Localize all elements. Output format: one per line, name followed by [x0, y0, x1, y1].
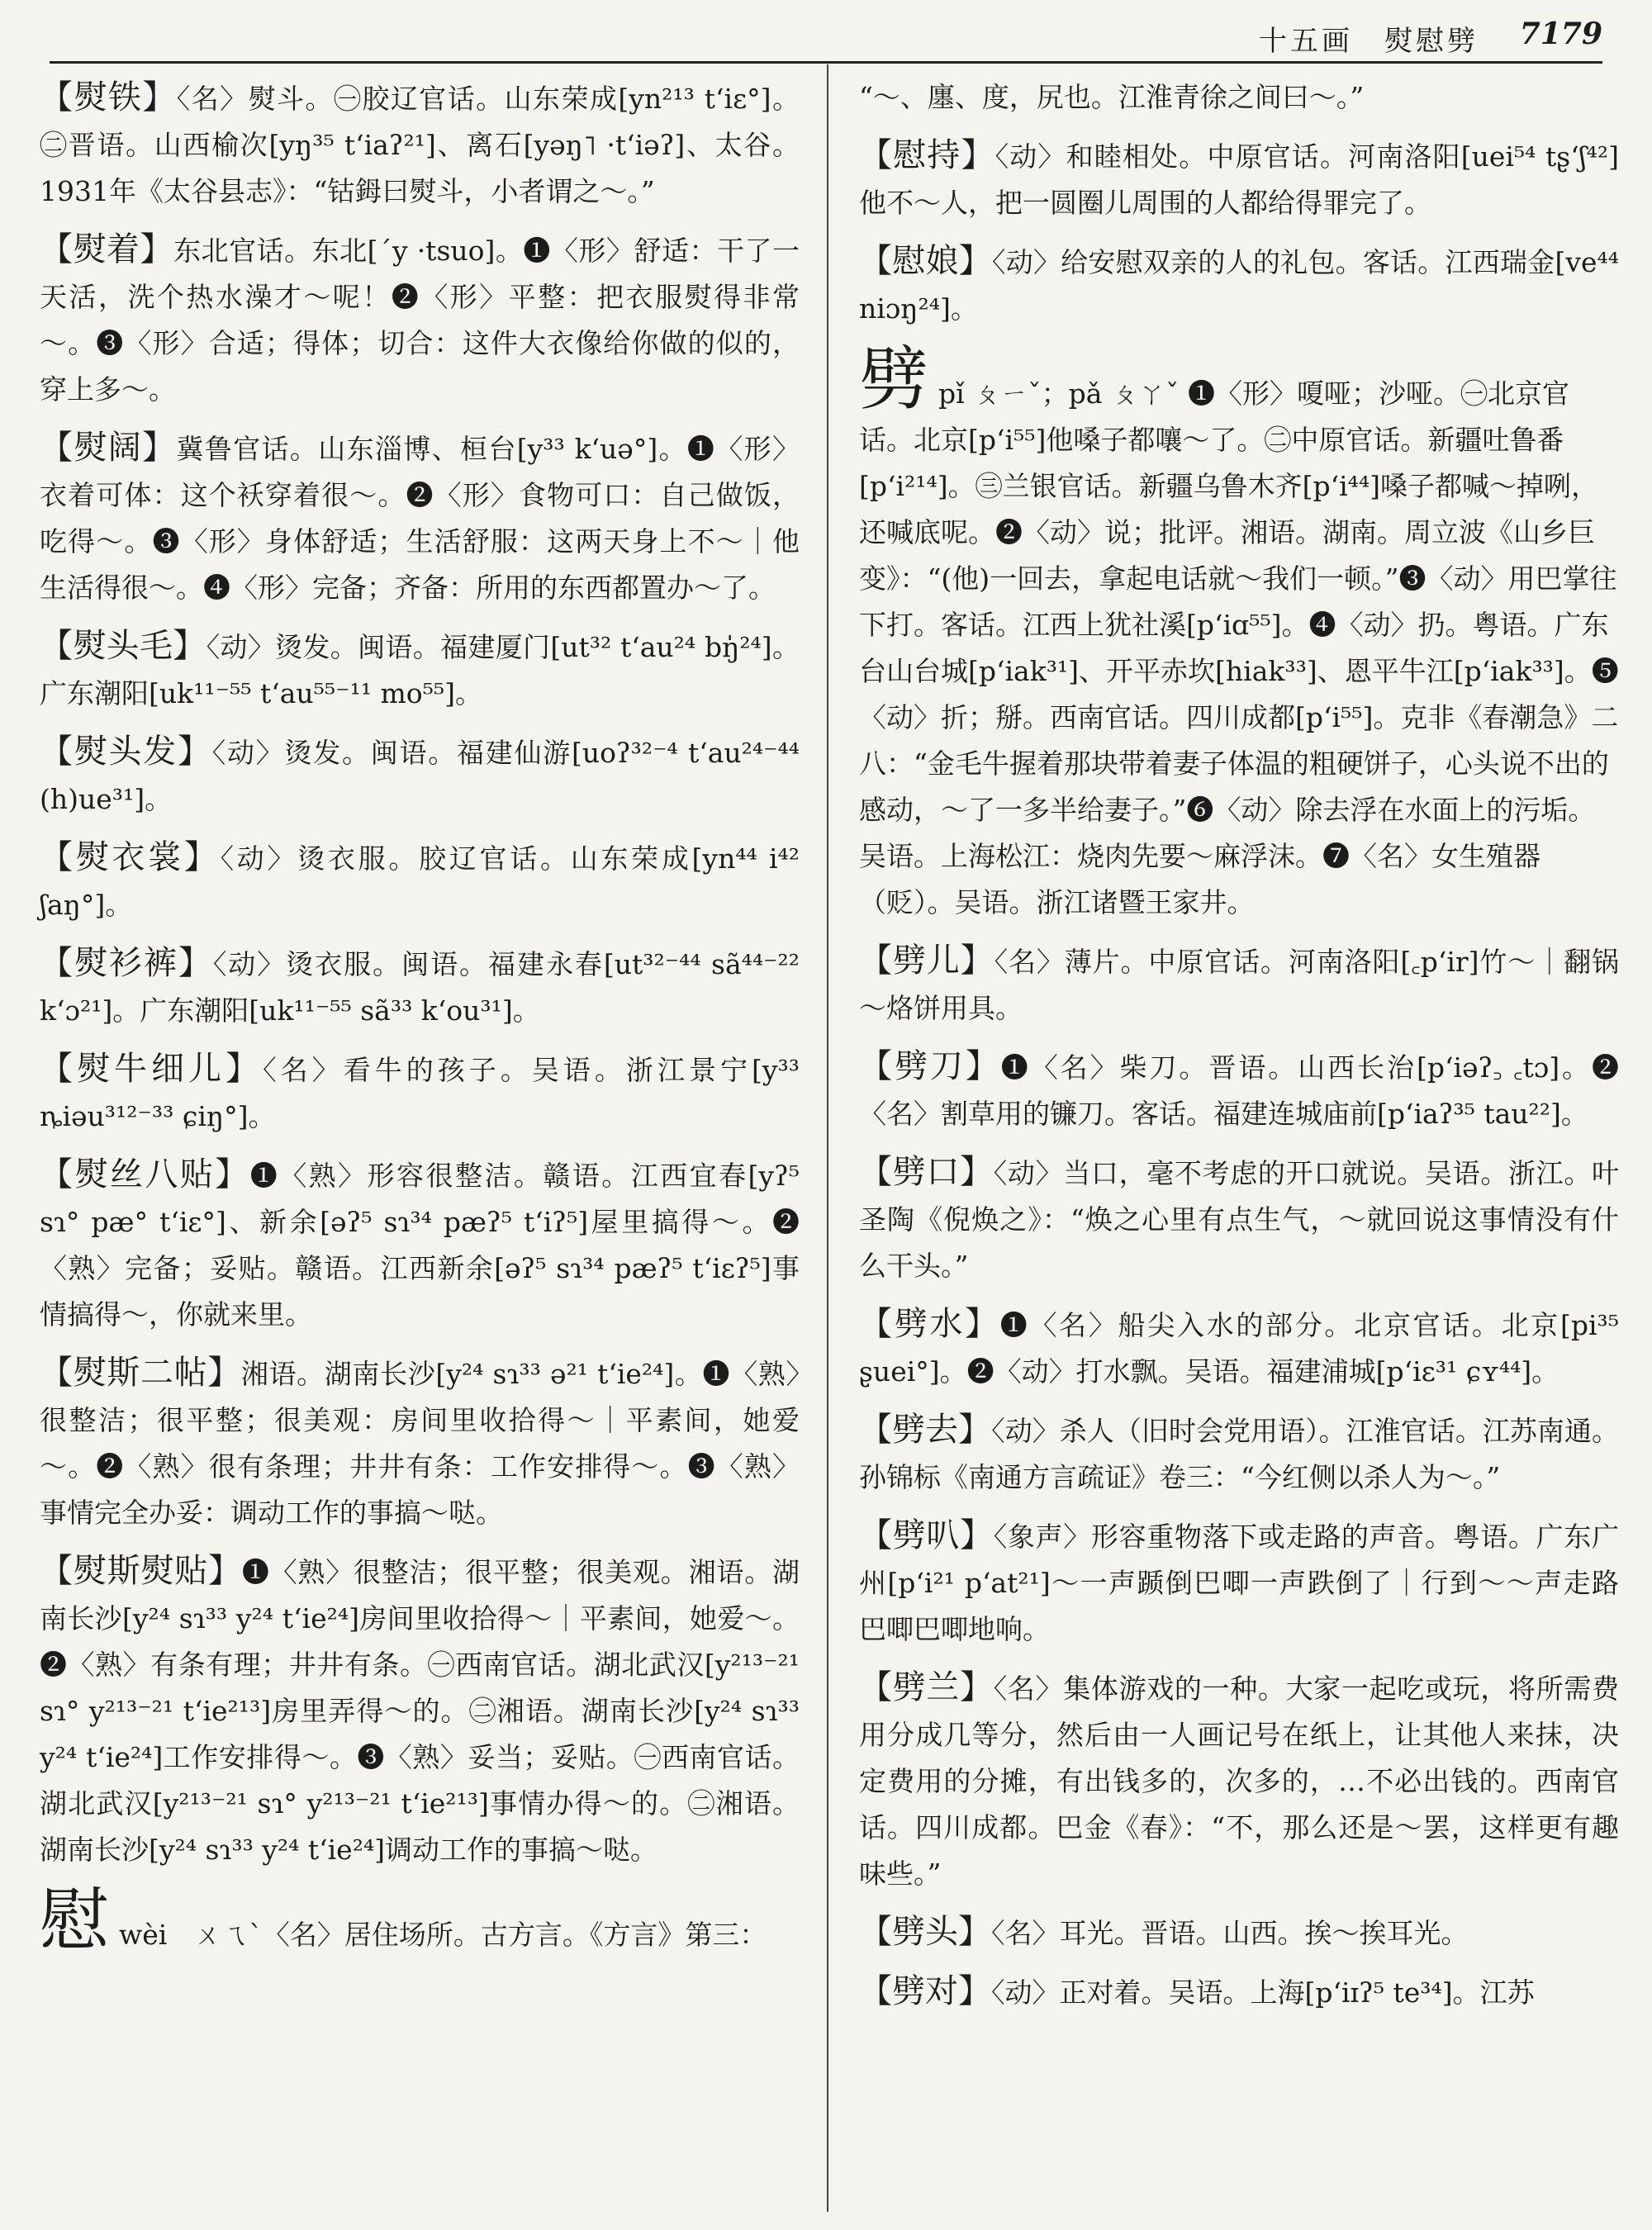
entry	[40, 834, 800, 928]
headword: 【劈口】	[859, 1153, 994, 1191]
character-definition: wèi ㄨㄟˋ〈名〉居住场所。古方言。《方言》第三：	[119, 1919, 767, 1951]
definition: 〈动〉正对着。吴语。上海[p‘iɪʔ⁵ te³⁴]。江苏	[991, 1976, 1535, 2009]
page-header	[0, 0, 1652, 61]
entry	[859, 937, 1619, 1032]
entry	[859, 1968, 1619, 2016]
definition: 〈动〉和睦相处。中原官话。河南洛阳[uei⁵⁴ tʂ‘ʃ⁴²]他不～人，把一圆圈儿周围的人都给得罪完了。	[859, 140, 1620, 219]
headword: 【熨丝八贴】	[40, 1155, 250, 1193]
entry	[40, 74, 800, 215]
headword: 【劈去】	[859, 1411, 992, 1449]
header-rule	[50, 61, 1602, 64]
headword: 【劈刀】	[859, 1047, 1001, 1085]
headword: 【熨着】	[40, 230, 174, 268]
page-number: 7179	[1519, 17, 1602, 51]
entry	[40, 728, 800, 823]
headword: 【熨头毛】	[40, 627, 206, 665]
right-column	[859, 74, 1619, 2028]
definition: 〈名〉看牛的孩子。吴语。浙江景宁[y³³ ȵiəu³¹²⁻³³ ɕiŋ°]。	[40, 1054, 800, 1132]
character-definition: pǐ ㄆㄧˇ；pǎ ㄆㄚˇ ❶〈形〉嗄哑；沙哑。㊀北京官话。北京[p‘i⁵⁵]他嗓子都嚷～了。㊁中原官话。新疆吐鲁番[p‘i²¹⁴]。㊂兰银官话。新疆乌鲁木齐[p‘i⁴⁴]嗓子都喊～掉咧，还喊底呢。❷〈动〉说；批评。湘语。湖南。周立波《山乡巨变》：“(他)一回去，拿起电话就～我们一顿。”❸〈动〉用巴掌往下打。客话。江西上犹社溪[p‘iɑ⁵⁵]。❹〈动〉扔。粤语。广东台山台城[p‘iak³¹]、开平赤坎[hiak³³]、恩平牛江[p‘iak³³]。❺〈动〉折；掰。西南官话。四川成都[p‘i⁵⁵]。克非《春潮急》二八：“金毛牛握着那块带着妻子体温的粗硬饼子，心头说不出的感动，～了一多半给妻子。”❻〈动〉除去浮在水面上的污垢。吴语。上海松江：烧肉先要～麻浮沫。❼〈名〉女生殖器（贬）。吴语。浙江诸暨王家井。	[859, 377, 1619, 918]
headword: 【熨阔】	[40, 429, 177, 467]
definition: 〈动〉烫衣服。胶辽官话。山东荣成[yn⁴⁴ i⁴² ʃaŋ°]。	[40, 842, 800, 921]
headword: 【熨衫裤】	[40, 944, 213, 982]
entry	[859, 1664, 1619, 1897]
definition: 〈名〉薄片。中原官话。河南洛阳[꜀p‘ir]竹～｜翻锅～烙饼用具。	[859, 946, 1619, 1024]
entry	[859, 1043, 1619, 1137]
head-character: 慰	[40, 1880, 110, 1961]
head-character: 劈	[859, 339, 929, 420]
entry	[40, 1046, 800, 1140]
headword: 【熨斯熨贴】	[40, 1552, 242, 1590]
definition: 东北官话。东北[ˊy ·tsuo]。❶〈形〉舒适：干了一天活，洗个热水澡才～呢！❷〈形〉平整：把衣服熨得非常～。❸〈形〉合适；得体；切合：这件大衣像给你做的似的，穿上多～。	[40, 235, 800, 406]
entry	[859, 1149, 1619, 1289]
definition: 〈名〉耳光。晋语。山西。挨～挨耳光。	[991, 1917, 1469, 1949]
entry	[40, 226, 800, 413]
definition: 〈动〉当口，毫不考虑的开口就说。吴语。浙江。叶圣陶《倪焕之》：“焕之心里有点生气，～就回说这事情没有什么干头。”	[859, 1157, 1620, 1282]
headword: 【熨衣裳】	[40, 838, 221, 876]
definition: ❶〈名〉船尖入水的部分。北京官话。北京[pi³⁵ ʂuei°]。❷〈动〉打水飘。吴语。福建浦城[p‘iɛ³¹ ɕʏ⁴⁴]。	[859, 1309, 1619, 1388]
entry	[859, 1909, 1619, 1957]
definition: 〈名〉集体游戏的一种。大家一起吃或玩，将所需费用分成几等分，然后由一人画记号在纸上，让其他人来抹，决定费用的分摊，有出钱多的，次多的，…不必出钱的。西南官话。四川成都。巴金《春》：“不，那么还是～罢，这样更有趣味些。”	[859, 1672, 1620, 1890]
definition: 〈动〉烫发。闽语。福建仙游[uoʔ³²⁻⁴ t‘au²⁴⁻⁴⁴ (h)ue³¹]。	[40, 737, 800, 815]
entry	[859, 1301, 1619, 1395]
character-entry-wei	[40, 1880, 800, 1961]
continuation-text: “～、廛、度，尻也。江淮青徐之间曰～。”	[859, 81, 1365, 113]
headword: 【慰持】	[859, 136, 995, 174]
entry	[40, 1548, 800, 1873]
entry	[859, 132, 1619, 226]
column-divider	[827, 64, 828, 2212]
headword: 【劈水】	[859, 1305, 1000, 1343]
definition: 冀鲁官话。山东淄博、桓台[y³³ k‘uə°]。❶〈形〉衣着可体：这个袄穿着很～。❷〈形〉食物可口：自己做饭，吃得～。❸〈形〉身体舒适；生活舒服：这两天身上不～｜他生活得很～。❹〈形〉完备；齐备：所用的东西都置办～了。	[40, 433, 800, 604]
definition: 〈动〉烫发。闽语。福建厦门[ut³² t‘au²⁴ bŋ̍²⁴]。广东潮阳[uk¹¹⁻⁵⁵ t‘au⁵⁵⁻¹¹ mo⁵⁵]。	[40, 631, 800, 709]
definition: ❶〈熟〉很整洁；很平整；很美观。湘语。湖南长沙[y²⁴ sɿ³³ y²⁴ t‘ie²⁴]房间里收拾得～｜平素间，她爱～。❷〈熟〉有条有理；井井有条。㊀西南官话。湖北武汉[y²¹³⁻²¹ sɿ° y²¹³⁻²¹ t‘ie²¹³]房里弄得～的。㊁湘语。湖南长沙[y²⁴ sɿ³³ y²⁴ t‘ie²⁴]工作安排得～。❸〈熟〉妥当；妥贴。㊀西南官话。湖北武汉[y²¹³⁻²¹ sɿ° y²¹³⁻²¹ t‘ie²¹³]事情办得～的。㊁湘语。湖南长沙[y²⁴ sɿ³³ y²⁴ t‘ie²⁴]调动工作的事搞～哒。	[40, 1556, 800, 1866]
headword: 【熨牛细儿】	[40, 1050, 263, 1088]
headword: 【熨头发】	[40, 733, 212, 771]
headword: 【劈头】	[859, 1913, 991, 1951]
definition: 〈动〉杀人（旧时会党用语）。江淮官话。江苏南通。孙锦标《南通方言疏证》卷三：“今红侧以杀人为～。”	[859, 1415, 1620, 1493]
entry	[40, 1350, 800, 1536]
headword: 【慰娘】	[859, 242, 992, 280]
entry	[859, 1407, 1619, 1501]
left-column	[40, 74, 800, 1970]
definition: 〈象声〉形容重物落下或走路的声音。粤语。广东广州[p‘i²¹ p‘at²¹]～一声踬倒巴唧一声跌倒了｜行到～～声走路巴唧巴唧地响。	[859, 1521, 1620, 1645]
definition: ❶〈名〉柴刀。晋语。山西长治[p‘iəʔ꜆ ꜀tɔ]。❷〈名〉割草用的镰刀。客话。福建连城庙前[p‘iaʔ³⁵ tau²²]。	[859, 1051, 1620, 1130]
character-entry-pi	[859, 339, 1619, 926]
headword: 【劈叭】	[859, 1516, 994, 1554]
entry	[40, 425, 800, 611]
entry	[40, 1151, 800, 1338]
headword: 【劈兰】	[859, 1668, 994, 1706]
entry	[40, 940, 800, 1034]
headword: 【熨斯二帖】	[40, 1354, 241, 1392]
headword: 【劈儿】	[859, 942, 995, 980]
definition: 〈动〉烫衣服。闽语。福建永春[ut³²⁻⁴⁴ sã⁴⁴⁻²² k‘ɔ²¹]。广东潮阳[uk¹¹⁻⁵⁵ sã³³ k‘ou³¹]。	[40, 948, 800, 1027]
entry	[40, 623, 800, 717]
headword: 【劈对】	[859, 1972, 991, 2010]
definition: 〈动〉给安慰双亲的人的礼包。客话。江西瑞金[ve⁴⁴ niɔŋ²⁴]。	[859, 246, 1620, 325]
definition: 〈名〉熨斗。㊀胶辽官话。山东荣成[yn²¹³ t‘iɛ°]。㊁晋语。山西榆次[yŋ³⁵ t‘iaʔ²¹]、离石[yəŋ˥ ·t‘iəʔ]、太谷。1931年《太谷县志》：“钴鉧曰熨斗，小者谓之～。”	[40, 83, 800, 207]
section-title: 十五画 熨慰劈	[1259, 25, 1479, 58]
entry	[859, 1512, 1619, 1653]
headword: 【熨铁】	[40, 78, 177, 116]
entry	[859, 238, 1619, 332]
definition: ❶〈熟〉形容很整洁。赣语。江西宜春[yʔ⁵ sɿ° pæ° t‘iɛ°]、新余[əʔ⁵ sɿ³⁴ pæʔ⁵ t‘iʔ⁵]屋里搞得～。❷〈熟〉完备；妥贴。赣语。江西新余[əʔ⁵ sɿ³⁴ pæʔ⁵ t‘iɛʔ⁵]事情搞得～，你就来里。	[40, 1160, 800, 1331]
definition: 湘语。湖南长沙[y²⁴ sɿ³³ ə²¹ t‘ie²⁴]。❶〈熟〉很整洁；很平整；很美观：房间里收拾得～｜平素间，她爱～。❷〈熟〉很有条理；井井有条：工作安排得～。❸〈熟〉事情完全办妥：调动工作的事搞～哒。	[40, 1358, 800, 1529]
